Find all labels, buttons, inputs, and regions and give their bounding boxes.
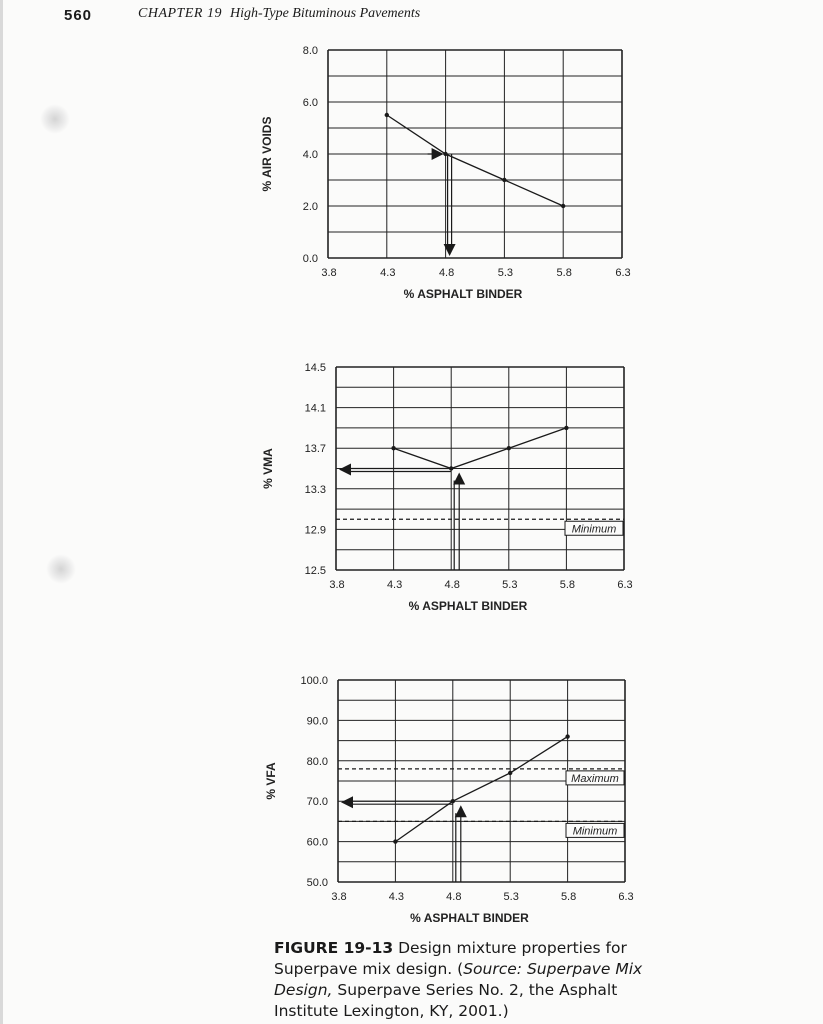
y-tick-label: 70.0 <box>306 796 328 809</box>
y-tick-label: 8.0 <box>302 45 318 57</box>
x-tick-label: 5.3 <box>503 891 519 903</box>
limit-label: Maximum <box>571 772 619 785</box>
y-tick-label: 12.9 <box>304 524 326 537</box>
y-axis-label: % VFA <box>264 762 278 800</box>
x-axis-label: % ASPHALT BINDER <box>403 287 523 301</box>
data-point <box>385 113 389 117</box>
series-line <box>387 115 563 206</box>
vma-chart <box>0 345 823 620</box>
x-tick-label: 4.8 <box>438 267 455 279</box>
figure-label: FIGURE 19-13 <box>274 939 394 957</box>
y-tick-label: 6.0 <box>302 97 318 109</box>
design-arrow-head <box>339 464 351 476</box>
x-tick-label: 3.8 <box>329 579 345 591</box>
x-tick-label: 4.8 <box>446 891 462 903</box>
y-tick-label: 14.5 <box>304 362 326 374</box>
x-tick-label: 4.3 <box>388 891 405 903</box>
y-axis-label: % VMA <box>261 448 275 489</box>
limit-label: Minimum <box>572 825 618 838</box>
data-point <box>564 426 568 430</box>
page-number: 560 <box>64 7 93 24</box>
y-tick-label: 50.0 <box>306 877 328 889</box>
data-point <box>393 839 397 843</box>
vfa-chart <box>0 660 823 930</box>
y-tick-label: 4.0 <box>302 149 318 161</box>
data-point <box>565 734 569 738</box>
y-axis-label: % AIR VOIDS <box>260 116 274 192</box>
x-tick-label: 5.8 <box>556 267 572 279</box>
chapter-title <box>138 6 420 22</box>
x-tick-label: 4.3 <box>386 579 403 591</box>
y-tick-label: 90.0 <box>306 715 328 728</box>
x-tick-label: 5.8 <box>559 579 576 591</box>
x-tick-label: 3.8 <box>321 267 337 279</box>
design-arrow-head <box>455 805 467 817</box>
data-point <box>507 446 511 450</box>
air-voids-chart <box>0 28 823 313</box>
data-point <box>502 178 506 182</box>
x-tick-label: 5.3 <box>497 267 514 279</box>
x-tick-label: 4.8 <box>444 579 460 591</box>
y-tick-label: 14.1 <box>304 402 326 415</box>
data-point <box>561 204 565 208</box>
design-arrow-head <box>432 148 444 160</box>
running-head <box>0 5 823 27</box>
y-tick-label: 60.0 <box>306 836 328 849</box>
series-line <box>395 737 567 842</box>
data-point <box>508 771 512 775</box>
y-tick-label: 100.0 <box>300 675 328 687</box>
design-arrow-head <box>453 473 465 485</box>
y-tick-label: 13.7 <box>304 443 326 456</box>
x-tick-label: 5.8 <box>560 891 577 903</box>
design-arrow-head <box>341 796 353 808</box>
x-tick-label: 5.3 <box>502 579 518 591</box>
x-tick-label: 4.3 <box>380 267 396 279</box>
x-axis-label: % ASPHALT BINDER <box>410 911 529 925</box>
chapter-number: CHAPTER 19 <box>138 6 222 21</box>
chapter-name: High-Type Bituminous Pavements <box>229 6 421 21</box>
x-axis-label: % ASPHALT BINDER <box>408 599 528 613</box>
y-tick-label: 80.0 <box>306 755 328 768</box>
data-point <box>391 446 395 450</box>
y-tick-label: 0.0 <box>302 253 318 265</box>
x-tick-label: 6.3 <box>615 267 631 279</box>
caption-source-text: Superpave Series No. 2, the Asphalt Institute Lexington, KY, 2001.) <box>274 981 618 1020</box>
x-tick-label: 3.8 <box>331 891 347 903</box>
x-tick-label: 6.3 <box>617 579 633 591</box>
y-tick-label: 2.0 <box>302 201 318 213</box>
y-tick-label: 12.5 <box>304 565 326 577</box>
caption-source-label: Source: Superpave Mix Design, <box>274 960 643 999</box>
figure-caption <box>274 938 654 1022</box>
x-tick-label: 6.3 <box>618 891 634 903</box>
y-tick-label: 13.3 <box>304 483 326 496</box>
caption-text: Design mixture properties for Superpave mix design. ( <box>274 939 627 978</box>
limit-label: Minimum <box>571 523 617 536</box>
